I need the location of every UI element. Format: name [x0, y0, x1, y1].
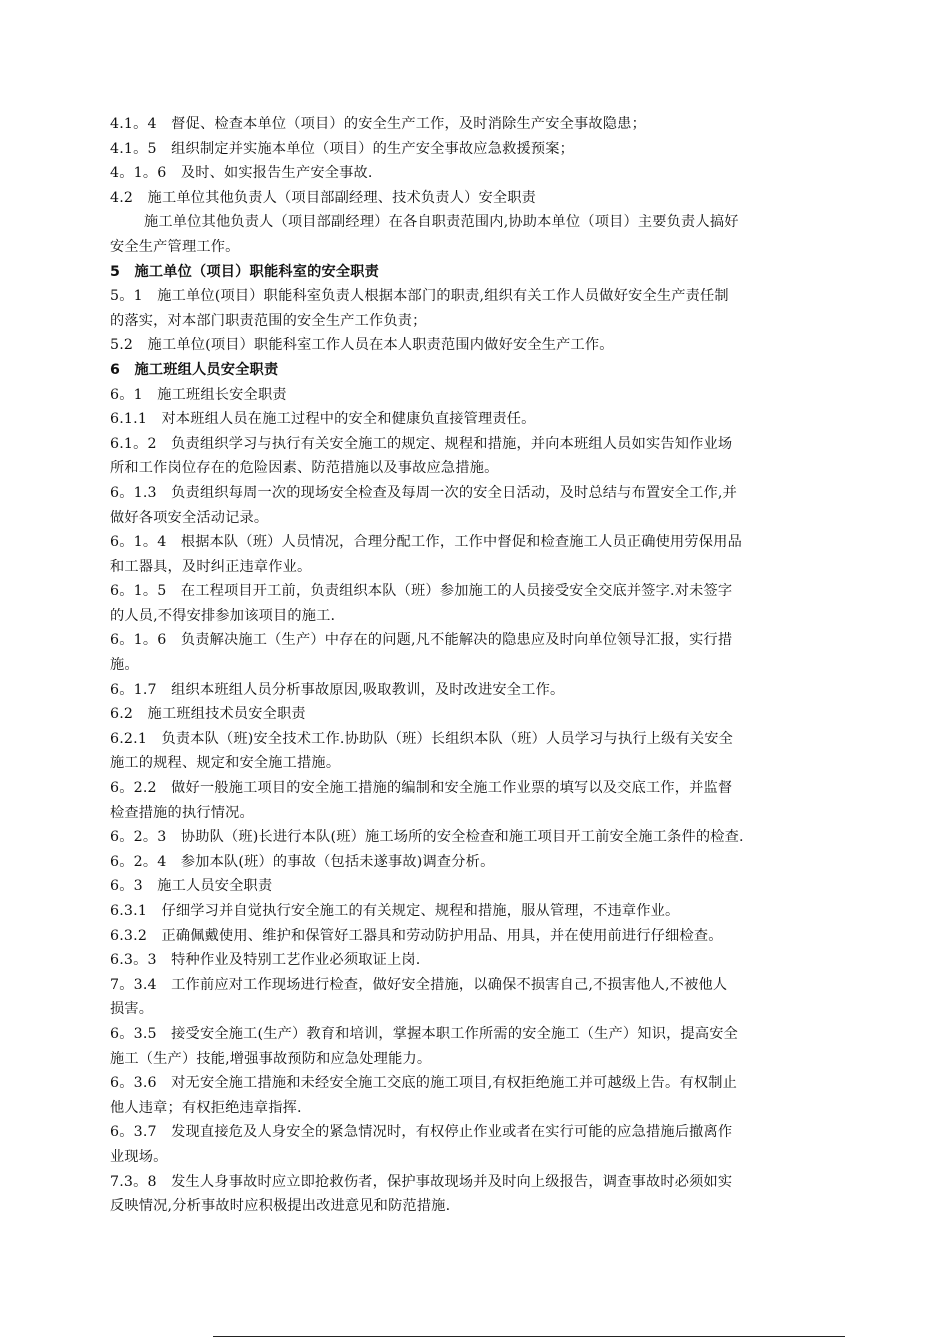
- text-line: 业现场。: [110, 1148, 168, 1165]
- text-line: 6.3。3 特种作业及特别工艺作业必须取证上岗.: [110, 952, 421, 969]
- text-line: 7。3.4 工作前应对工作现场进行检查，做好安全措施，以确保不损害自己,不损害他人,不被他人: [110, 976, 728, 993]
- text-line: 6。1.7 组织本班组人员分析事故原因,吸取教训，及时改进安全工作。: [110, 681, 565, 698]
- text-line: 6。1.3 负责组织每周一次的现场安全检查及每周一次的安全日活动，及时总结与布置安全工作,并: [110, 484, 737, 501]
- text-line: 6。3.7 发现直接危及人身安全的紧急情况时，有权停止作业或者在实行可能的应急措施后撤离作: [110, 1124, 733, 1141]
- text-line: 6。3.5 接受安全施工(生产）教育和培训，掌握本职工作所需的安全施工（生产）知识，提高安全: [110, 1025, 739, 1042]
- text-line: 和工器具，及时纠正违章作业。: [110, 558, 312, 575]
- text-line: 6。3 施工人员安全职责: [110, 878, 273, 895]
- text-line: 施工（生产）技能,增强事故预防和应急处理能力。: [110, 1050, 432, 1067]
- text-line: 6.2.1 负责本队（班)安全技术工作.协助队（班）长组织本队（班）人员学习与执行上级有关安全: [110, 730, 734, 747]
- text-line: 6.2 施工班组技术员安全职责: [110, 706, 306, 723]
- section-heading: 6 施工班组人员安全职责: [110, 361, 279, 378]
- text-line: 施。: [110, 657, 139, 674]
- text-line: 4.1。5 组织制定并实施本单位（项目）的生产安全事故应急救援预案；: [110, 140, 575, 157]
- text-line: 6。2.2 做好一般施工项目的安全施工措施的编制和安全施工作业票的填写以及交底工作，并监督: [110, 780, 733, 797]
- text-line: 6。3.6 对无安全施工措施和未经安全施工交底的施工项目,有权拒绝施工并可越级上告。有权制止: [110, 1075, 737, 1092]
- text-line: 施工单位其他负责人（项目部副经理）在各自职责范围内,协助本单位（项目）主要负责人搞好: [144, 214, 739, 231]
- text-line: 反映情况,分析事故时应积极提出改进意见和防范措施.: [110, 1198, 451, 1215]
- text-line: 做好各项安全活动记录。: [110, 509, 269, 526]
- text-line: 的人员,不得安排参加该项目的施工.: [110, 607, 336, 624]
- text-line: 6。2。4 参加本队(班）的事故（包括未遂事故)调查分析。: [110, 853, 495, 870]
- text-line: 6。2。3 协助队（班)长进行本队(班）施工场所的安全检查和施工项目开工前安全施工条件的检查.: [110, 829, 744, 846]
- text-line: 4.2 施工单位其他负责人（项目部副经理、技术负责人）安全职责: [110, 189, 537, 206]
- footer-rule: [213, 1336, 845, 1337]
- text-line: 4.1。4 督促、检查本单位（项目）的安全生产工作，及时消除生产安全事故隐患；: [110, 116, 646, 132]
- text-line: 4。1。6 及时、如实报告生产安全事故.: [110, 165, 373, 182]
- text-line: 施工的规程、规定和安全施工措施。: [110, 755, 341, 772]
- text-line: 他人违章；有权拒绝违章指挥.: [110, 1099, 302, 1116]
- text-line: 6.3.1 仔细学习并自觉执行安全施工的有关规定、规程和措施，服从管理，不违章作业。: [110, 903, 680, 919]
- text-line: 6.1。2 负责组织学习与执行有关安全施工的规定、规程和措施，并向本班组人员如实告知作业场: [110, 435, 733, 452]
- document-body: [110, 112, 845, 1219]
- text-line: 7.3。8 发生人身事故时应立即抢救伤者，保护事故现场并及时向上级报告，调查事故时必须如实: [110, 1173, 733, 1190]
- text-line: 所和工作岗位存在的危险因素、防范措施以及事故应急措施。: [110, 460, 499, 477]
- text-line: 6。1。4 根据本队（班）人员情况，合理分配工作，工作中督促和检查施工人员正确使用劳保用品: [110, 534, 742, 551]
- text-line: 5.2 施工单位(项目）职能科室工作人员在本人职责范围内做好安全生产工作。: [110, 337, 614, 354]
- text-line: 6。1。5 在工程项目开工前，负责组织本队（班）参加施工的人员接受安全交底并签字.对未签字: [110, 583, 733, 600]
- section-heading: 5 施工单位（项目）职能科室的安全职责: [110, 263, 380, 280]
- text-line: 6.3.2 正确佩戴使用、维护和保管好工器具和劳动防护用品、用具，并在使用前进行仔细检查。: [110, 927, 723, 944]
- text-line: 6。1 施工班组长安全职责: [110, 386, 287, 403]
- text-line: 安全生产管理工作。: [110, 238, 240, 255]
- text-line: 6。1。6 负责解决施工（生产）中存在的问题,凡不能解决的隐患应及时向单位领导汇报，实行措: [110, 632, 733, 649]
- text-line: 的落实，对本部门职责范围的安全生产工作负责；: [110, 312, 427, 329]
- text-line: 损害。: [110, 1001, 154, 1018]
- text-line: 6.1.1 对本班组人员在施工过程中的安全和健康负直接管理责任。: [110, 411, 536, 428]
- text-line: 检查措施的执行情况。: [110, 804, 254, 821]
- text-line: 5。1 施工单位(项目）职能科室负责人根据本部门的职责,组织有关工作人员做好安全生产责任制: [110, 288, 729, 305]
